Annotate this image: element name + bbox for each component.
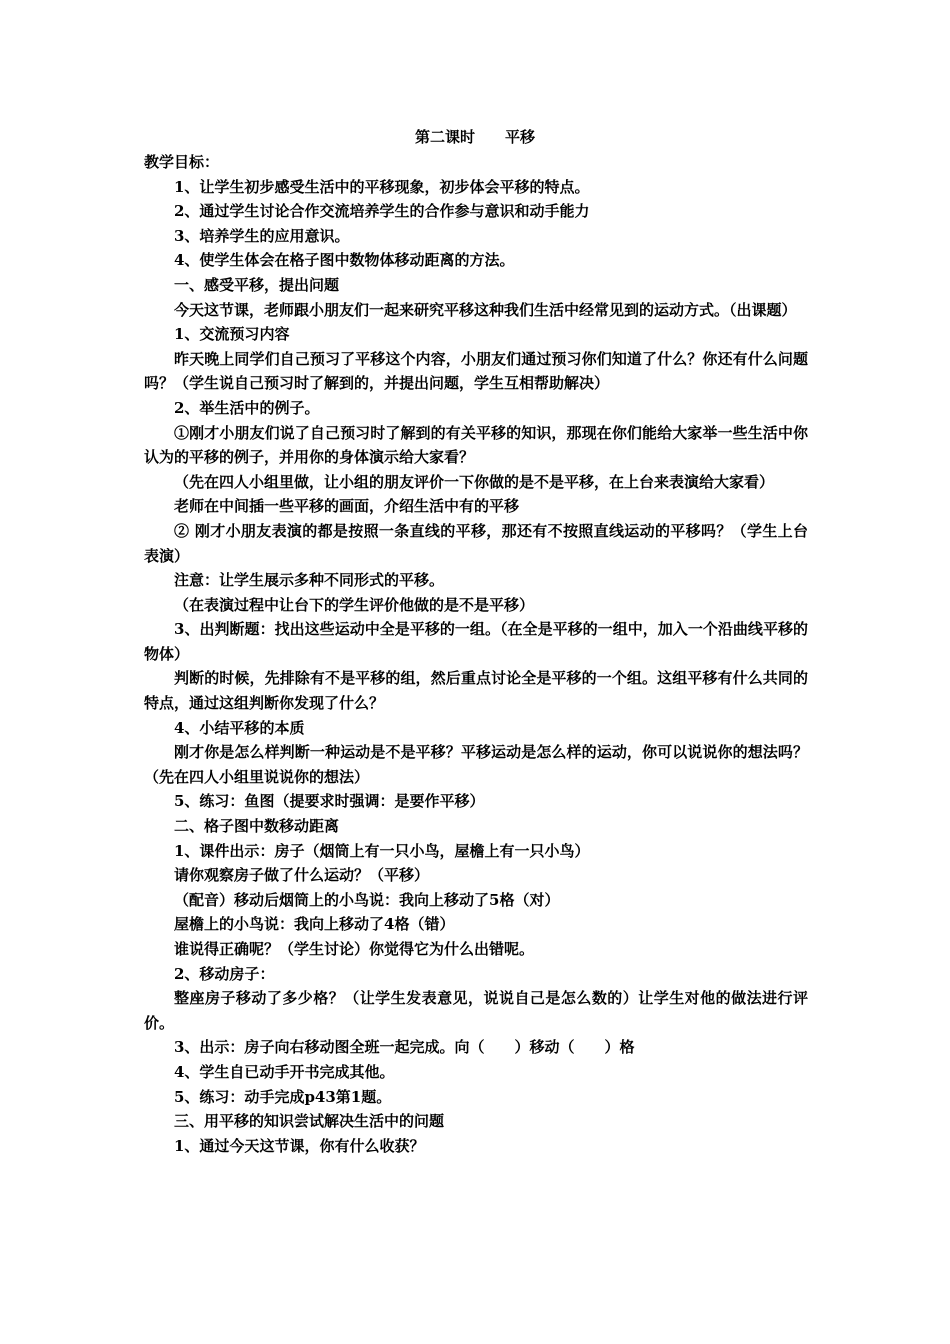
paragraph: 1、通过今天这节课，你有什么收获？: [174, 1136, 425, 1155]
page-title: 第二课时 平移: [414, 128, 535, 146]
paragraph: 4、学生自已动手开书完成其他。: [174, 1062, 395, 1081]
paragraph: 整座房子移动了多少格？（让学生发表意见，说说自己是怎么数的）让学生对他的做法进行评价。: [144, 989, 808, 1032]
paragraph: 判断的时候，先排除有不是平移的组，然后重点讨论全是平移的一个组。这组平移有什么共同的特点，通过这组判断你发现了什么？: [144, 669, 808, 713]
paragraph: 刚才你是怎么样判断一种运动是不是平移？平移运动是怎么样的运动，你可以说说你的想法吗？（先在四人小组里说说你的想法）: [144, 743, 808, 786]
paragraph: （先在四人小组里做，让小组的朋友评价一下你做的是不是平移，在上台来表演给大家看）: [174, 472, 775, 491]
paragraph: 请你观察房子做了什么运动？（平移）: [174, 866, 430, 885]
paragraph: 今天这节课，老师跟小朋友们一起来研究平移这种我们生活中经常见到的运动方式。（出课题）: [174, 300, 797, 319]
paragraph: 二、格子图中数移动距离: [174, 817, 340, 836]
paragraph: 三、用平移的知识尝试解决生活中的问题: [174, 1112, 445, 1131]
paragraph: 4、小结平移的本质: [174, 718, 305, 737]
paragraph: 1、让学生初步感受生活中的平移现象，初步体会平移的特点。: [174, 177, 590, 196]
paragraph: ② 刚才小朋友表演的都是按照一条直线的平移，那还有不按照直线运动的平移吗？（学生上台表演）: [144, 521, 808, 565]
paragraph: 谁说得正确呢？（学生讨论）你觉得它为什么出错呢。: [174, 940, 535, 958]
paragraph: 屋檐上的小鸟说：我向上移动了4格（错）: [174, 915, 455, 934]
paragraph: 2、举生活中的例子。: [174, 398, 320, 417]
paragraph: 一、感受平移，提出问题: [174, 275, 340, 294]
paragraph: 5、练习：鱼图（提要求时强调：是要作平移）: [174, 792, 485, 811]
paragraph: 教学目标：: [144, 153, 220, 171]
paragraph: （在表演过程中让台下的学生评价他做的是不是平移）: [174, 595, 535, 614]
document-body: [144, 150, 808, 1158]
paragraph: 3、出判断题：找出这些运动中全是平移的一组。（在全是平移的一组中，加入一个沿曲线平移的物体）: [144, 620, 808, 663]
paragraph: 昨天晚上同学们自己预习了平移这个内容，小朋友们通过预习你们知道了什么？你还有什么问题吗？（学生说自己预习时了解到的，并提出问题，学生互相帮助解决）: [144, 349, 808, 393]
paragraph: 注意：让学生展示多种不同形式的平移。: [174, 571, 445, 590]
paragraph: 5、练习：动手完成p43第1题。: [174, 1087, 392, 1106]
paragraph: （配音）移动后烟筒上的小鸟说：我向上移动了5格（对）: [174, 890, 560, 909]
paragraph: 1、交流预习内容: [174, 325, 290, 344]
paragraph: 2、移动房子：: [174, 964, 275, 983]
paragraph: 4、使学生体会在格子图中数物体移动距离的方法。: [174, 251, 515, 270]
paragraph: 3、出示：房子向右移动图全班一起完成。向（ ）移动（ ）格: [174, 1038, 635, 1057]
paragraph: 1、课件出示：房子（烟筒上有一只小鸟，屋檐上有一只小鸟）: [174, 841, 590, 860]
paragraph: 2、通过学生讨论合作交流培养学生的合作参与意识和动手能力: [174, 202, 590, 221]
paragraph: ①刚才小朋友们说了自己预习时了解到的有关平移的知识，那现在你们能给大家举一些生活中你认为的平移的例子，并用你的身体演示给大家看？: [144, 423, 808, 467]
paragraph: 3、培养学生的应用意识。: [174, 226, 350, 245]
paragraph: 老师在中间插一些平移的画面，介绍生活中有的平移: [174, 497, 520, 516]
